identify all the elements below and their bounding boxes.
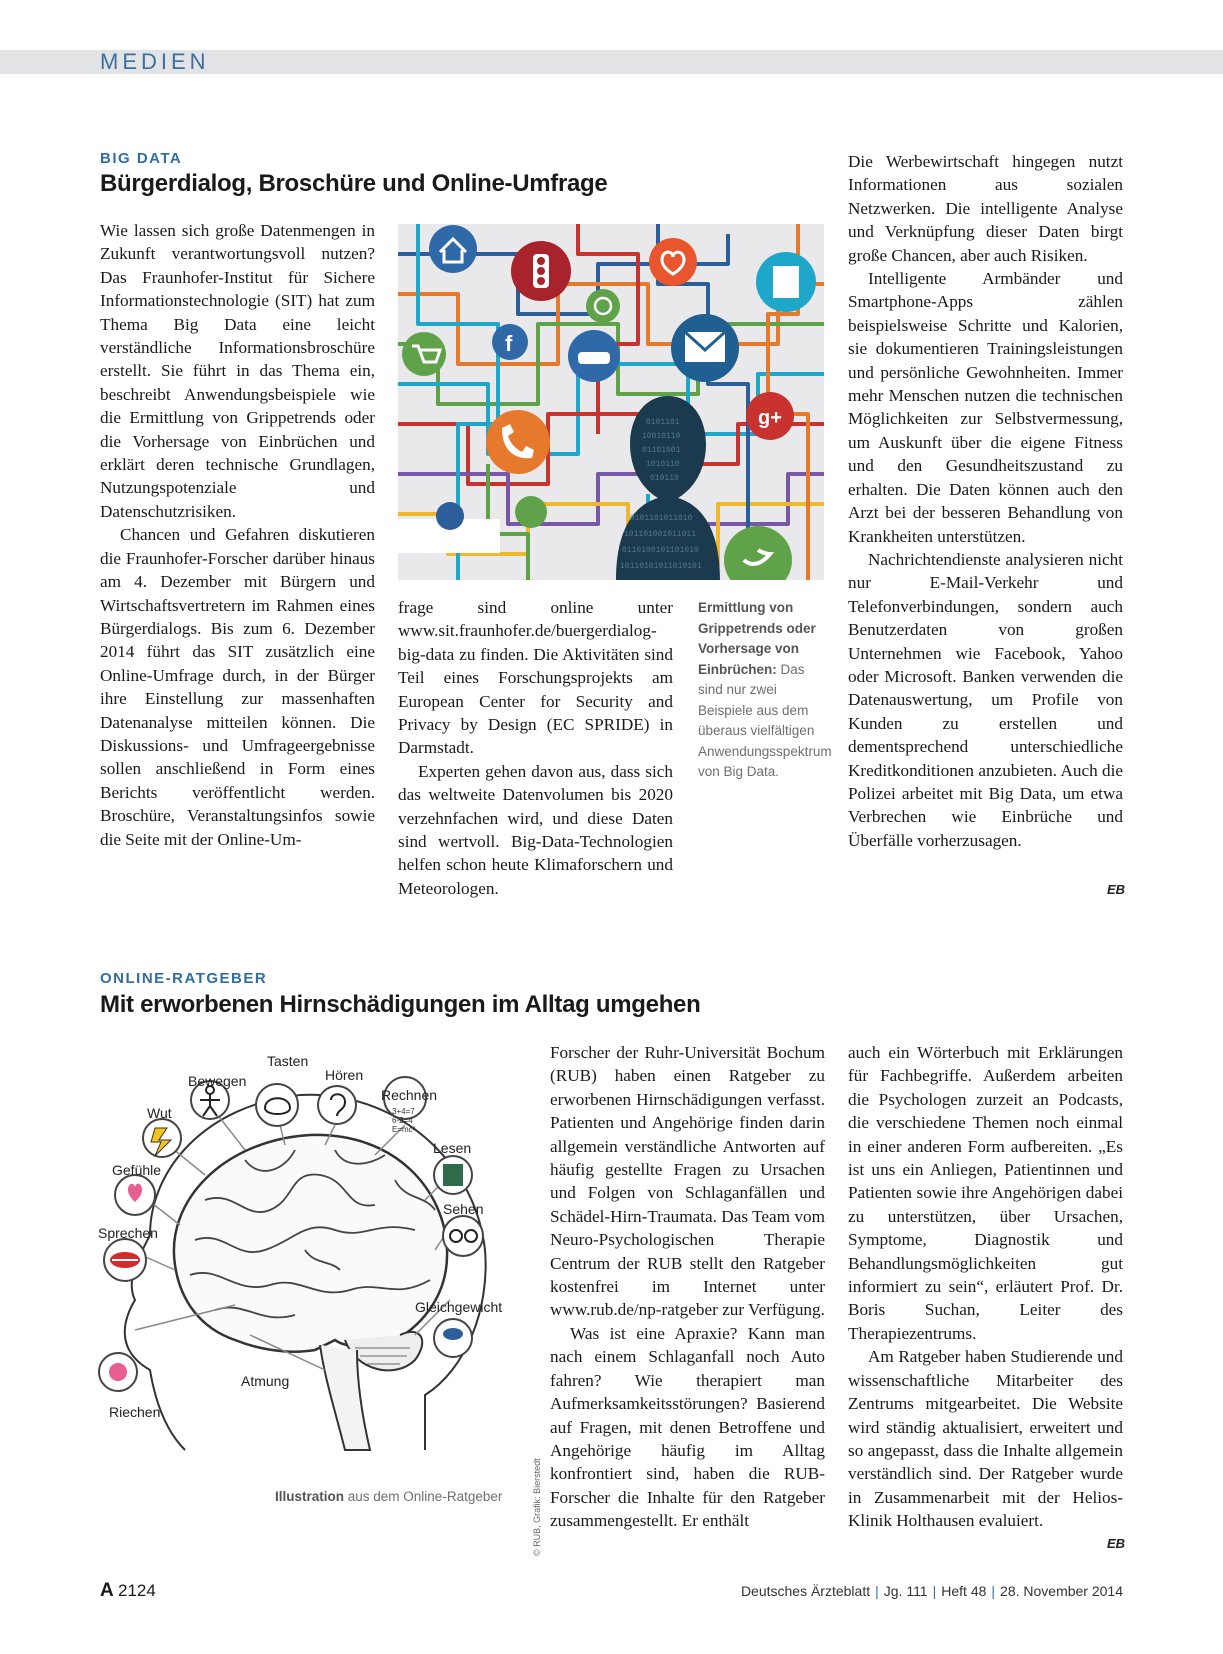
article1-column-2 [398, 596, 673, 900]
article2-headline: Mit erworbenen Hirnschädigungen im Alltag umgehen [100, 991, 701, 1018]
paragraph: Nachrichtendienste analysieren nicht nur E-Mail-Verkehr und Telefonverbindungen, sondern auch Benutzerdaten von großen Unternehmen wie Facebook, Yahoo oder Microsoft. Banken verwenden die Datenauswertung, um Profile von Kunden zu erstellen und dementsprechend unterschiedliche Kreditkonditionen anzubieten. Auch die Polizei arbeitet mit Big Data, um etwa Verbrechen wie Einbrüche und Überfälle vorherzusagen. [848, 549, 1123, 850]
article2-column-2 [550, 1041, 825, 1533]
brain-label-riechen: Riechen [109, 1404, 161, 1420]
brain-label-bewegen: Bewegen [188, 1073, 247, 1089]
svg-text:10010110: 10010110 [642, 432, 681, 441]
caption-text: aus dem Online-Ratgeber [344, 1489, 503, 1504]
svg-text:1010110: 1010110 [646, 460, 680, 469]
paragraph: Experten gehen davon aus, dass sich das weltweite Datenvolumen bis 2020 verzehnfachen wird, und diese Daten sind wertvoll. Big-Data-Technologien helfen schon heute Klimaforschern und Meteorologen. [398, 761, 673, 898]
svg-text:0101101011010: 0101101011010 [630, 514, 693, 523]
article1-kicker: BIG DATA [100, 150, 183, 167]
network-graphic [398, 224, 824, 580]
article1-headline: Bürgerdialog, Broschüre und Online-Umfrage [100, 170, 608, 197]
image-credit: © RUB, Grafik: Bierstedt [532, 1458, 542, 1556]
brain-label-wut: Wut [147, 1105, 172, 1121]
journal-date: 28. November 2014 [1000, 1583, 1123, 1599]
caption-bold: Illustration [275, 1489, 345, 1504]
page-prefix: A [100, 1580, 114, 1601]
svg-text:101101001011011: 101101001011011 [624, 530, 697, 539]
article2-signature: EB [1107, 1536, 1126, 1551]
journal-volume: Jg. 111 [883, 1583, 928, 1599]
page-number [100, 1580, 156, 1602]
person-silhouette-icon [616, 396, 720, 580]
caption-bold: Ermittlung von Grippetrends oder Vorhersage von Einbrüchen: [698, 600, 816, 677]
paragraph: Intelligente Armbänder und Smartphone-Apps zählen beispielsweise Schritte und Kalorien, sie dokumentieren Trainingsleistungen und persönliche Gewohnheiten. Immer mehr Menschen nutzen die technischen Möglichkeiten zur Selbstvermessung, um Auskunft über die eigene Fitness und den Gesundheitszustand zu erhalten. Die Daten können auch den Arzt bei der besseren Behandlung von Krankheiten unterstützen. [848, 269, 1123, 546]
svg-text:0110100101101010: 0110100101101010 [622, 546, 699, 555]
paragraph: Chancen und Gefahren diskutieren die Fraunhofer-Forscher darüber hinaus am 4. Dezember mit Bürgern und Wirtschaftsvertretern im Rahmen eines Bürgerdialogs. Bis zum 6. Dezember 2014 führt das SIT zusätzlich eine Online-Umfrage durch, in der Bürger ihre Einstellung zur massenhaften Datenanalyse mitteilen können. Die Diskussions- und Umfrageergebnisse sollen anschließend in Form eines Berichts veröffentlicht werden. Broschüre, Veranstaltungsinfos sowie die Seite mit der Online-Um- [100, 525, 375, 849]
journal-footer: Deutsches Ärzteblatt | Jg. 111 | Heft 48 | 28. November 2014 [740, 1583, 1123, 1599]
bigdata-illustration [398, 224, 824, 580]
brain-label-atmung: Atmung [241, 1373, 290, 1389]
brain-label-sprechen: Sprechen [98, 1225, 158, 1241]
article1-column-3 [848, 150, 1123, 852]
svg-text:01101001: 01101001 [642, 446, 681, 455]
brain-label-lesen: Lesen [433, 1140, 472, 1156]
paragraph: Die Werbewirtschaft hingegen nutzt Informationen aus sozialen Netzwerken. Die intelligente Analyse und Verknüpfung dieser Daten birgt große Chancen, aber auch Risiken. [848, 152, 1123, 265]
paragraph: Forscher der Ruhr-Universität Bochum (RUB) haben einen Ratgeber zu erworbenen Hirnschädigungen verfasst. Patienten und Angehörige finden darin allgemein verständliche Antworten auf häufig gestellte Fragen zu Ursachen und Folgen von Schlaganfällen und Schädel-Hirn-Traumata. Das Team vom Neuro-Psychologischen Therapie Centrum der RUB stellt den Ratgeber kostenfrei im Internet unter www.rub.de/np-ratgeber zur Verfügung. [550, 1043, 825, 1320]
paragraph: Am Ratgeber haben Studierende und wissenschaftliche Mitarbeiter des Zentrums mitgearbeitet. Die Website wird ständig aktualisiert, erweitert und so angepasst, dass die Inhalte allgemein verständlich sind. Der Ratgeber wurde in Zusammenarbeit mit der Helios-Klinik Holthausen evaluiert. [848, 1347, 1123, 1531]
brain-label-math-2: 6-2=4 [392, 1116, 413, 1125]
svg-text:g+: g+ [758, 407, 782, 429]
brain-label-tasten: Tasten [267, 1053, 309, 1069]
caption-text: Das sind nur zwei Beispiele aus dem überaus vielfältigen Anwendungsspektrum von Big Data. [698, 661, 832, 779]
brain-graphic [95, 1050, 530, 1490]
article1-column-1 [100, 219, 375, 851]
brain-label-rechnen: Rechnen [381, 1087, 438, 1103]
svg-text:f: f [505, 331, 513, 356]
brain-label-sehen: Sehen [443, 1201, 484, 1217]
journal-name: Deutsches Ärzteblatt [740, 1583, 871, 1599]
article1-image-caption [698, 598, 832, 783]
brain-label-gefuehle: Gefühle [112, 1162, 162, 1178]
page-number-value: 2124 [117, 1581, 156, 1600]
section-label: MEDIEN [100, 49, 210, 74]
article2-image-caption [275, 1487, 502, 1508]
article2-column-3 [848, 1041, 1123, 1533]
brain-label-math-3: E=mc² [392, 1125, 416, 1134]
paragraph: Was ist eine Apraxie? Kann man nach einem Schlaganfall noch Auto fahren? Wie therapiert man Aufmerksamkeitsstörungen? Basierend auf Fragen, mit denen Betroffene und Angehörige häufig im Alltag konfrontiert sind, haben die RUB-Forscher die Inhalte für den Ratgeber zusammengestellt. Er enthält [550, 1323, 825, 1531]
paragraph: Wie lassen sich große Datenmengen in Zukunft verantwortungsvoll nutzen? Das Fraunhofer-Institut für Sichere Informationstechnologie (SIT) hat zum Thema Big Data eine leicht verständliche Informationsbroschüre erstellt. Sie führt in das Thema ein, beschreibt Anwendungsbeispiele wie die Ermittlung von Grippetrends oder die Vorhersage von Einbrüchen und erklärt deren technische Grundlagen, Nutzungspotenziale und Datenschutzrisiken. [100, 221, 375, 521]
paragraph: auch ein Wörterbuch mit Erklärungen für Fachbegriffe. Außerdem arbeiten die Psychologen zurzeit an Podcasts, die verschiedene Themen noch einmal in einer anderen Form aufbereiten. „Es ist uns ein Anliegen, Patientinnen und Patienten sowie ihre Angehörigen dabei zu unterstützen, über Ursachen, Symptome, Diagnostik und Behandlungsmöglichkeiten gut informiert zu sein“, erläutert Prof. Dr. Boris Suchan, Leiter des Therapiezentrums. [848, 1043, 1123, 1343]
svg-text:10110101011010101: 10110101011010101 [620, 562, 702, 571]
brain-illustration [95, 1050, 530, 1490]
brain-label-gleichgewicht: Gleichgewicht [415, 1299, 503, 1315]
article1-signature: EB [1107, 882, 1126, 897]
journal-issue: Heft 48 [941, 1583, 987, 1599]
brain-label-math-1: 3+4=7 [392, 1107, 415, 1116]
svg-text:0101101: 0101101 [646, 418, 680, 427]
svg-text:010110: 010110 [650, 474, 679, 483]
brain-label-hoeren: Hören [325, 1067, 364, 1083]
article2-kicker: ONLINE-RATGEBER [100, 970, 268, 987]
paragraph: frage sind online unter www.sit.fraunhofer.de/buergerdialog-big-data zu finden. Die Aktivitäten sind Teil eines Forschungsprojekts am European Center for Security and Privacy by Design (EC SPRIDE) in Darmstadt. [398, 598, 673, 758]
